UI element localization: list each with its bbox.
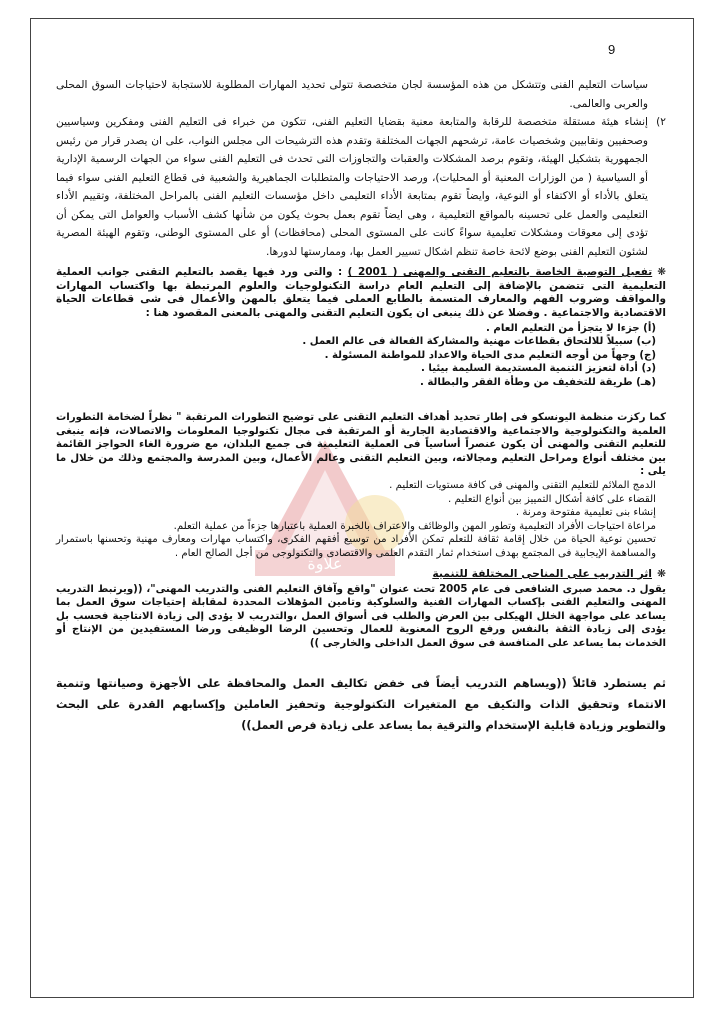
section3-title: اثر التدريب على المناحى المختلفة للتنمية [432,566,652,580]
section2-point: الدمج الملائم للتعليم التقنى والمهنى فى كافة مستويات التعليم . [389,480,656,491]
section1-title: تفعيل التوصية الخاصة بالتعليم التقنى والمهنى ( 2001 ) [347,266,653,278]
section2-intro: كما ركزت منظمة اليونسكو فى إطار تحديد أهداف التعليم التقنى على توضيح التطورات المرتقبة " نظراً لضخامة التطورات العلمية والتكنولوجية والاجتماعية والاقتصادية الجارية أو المرتقبة فى مجال تكنولوجيا المعلومات والاتصالات، فإنه ينبغى للتعليم التقنى والمهنى أن يكون عنصراً أساسياً فى العملية التعليمية فى جميع البلدان، مع ضرورة الغاء الحواجز القائمة بين مختلف أنواع ومراحل التعليم ومجالاته، وبين التعليم التقنى وعالم الأعمال، وبين المدرسة والمجتمع وذلك من خلال ما يلى : [56,412,666,478]
list-item: (ب) سبيلاً للالتحاق بقطاعات مهنية والمشاركة الفعالة فى عالم العمل . [302,336,656,348]
quote-2: ثم يستطرد قائلاً ((ويساهم التدريب أيضاً فى خفض تكاليف العمل والمحافظة على الأجهزة وصيانتها وتنمية الانتماء وتحقيق الذات والتكيف مع المتغيرات التكنولوجية وتحفيز العاملين وإكسابهم القدرة على البحث والتطوير وزيادة قابلية الإستخدام والترقية بما يساعد على زيادة فرص العمل)) [56,676,666,732]
section2-point: القضاء على كافة أشكال التمييز بين أنواع التعليم . [447,493,656,505]
section2-point: إنشاء بنى تعليمية مفتوحة ومرنة . [515,507,656,519]
paragraph-1 [56,76,666,261]
quote-1: يقول د. محمد صبرى الشافعى فى عام 2005 تحت عنوان "واقع وآفاق التعليم الفنى والتدريب المهنى"، ((ويرتبط التدريب المهنى والتعليم الفنى بإكساب المهارات الفنية والسلوكية وتامين المؤهلات المحددة لمقابلة إحتياجات سوق العمل بما يساعد على مواجهة الخلل الهيكلى بين العرض والطلب فى أسواق العمل ،والتدريب لا يؤدى إلى زيادة الانتاجية فحسب بل يؤدى إلى زيادة الثقة بالنفس ورفع الروح المعنوية للعمال وتحسين الرضا الوظيفى ورضا المستفيدين من الإنتاج أو الخدمات بما يساعد على المنافسة فى سوق العمل الداخلى والخارجى )) [56,583,666,649]
asterisk-icon: ❋ [657,266,666,278]
section2-point: مراعاة احتياجات الأفراد التعليمية وتطور المهن والوظائف والاعتراف بالخبرة العملية باعتبارها جزءاً من عملية التعلم. [173,520,656,532]
document-body [56,76,666,747]
section2 [56,411,666,561]
list-item: (أ) جزءا لا يتجزأ من التعليم العام . [486,323,656,334]
list-item: (د) أداة لتعزيز التنمية المستديمة السليمة بيئيا . [420,363,656,375]
item-2-number: ٢) [656,116,666,128]
section1-list [56,322,666,389]
list-item: (ج) وجهاً من أوجه التعليم مدى الحياة والاعداد للمواطنة المسئولة . [324,349,656,361]
item-2 [56,113,666,261]
section2-point: تحسين نوعية الحياة من خلال إقامة ثقافة للتعلم تمكن الأفراد من توسيع أفقهم الفكرى، واكتساب مهارات ومعارف مهنية وتحسنها باستمرار والمساهمة الإيجابية فى المجتمع بهدف استخدام ثمار التقدم العلمى والاقتصادى والتكنولوجى من أجل الصالح العام . [56,534,656,559]
asterisk-icon: ❋ [656,566,666,580]
section1-heading [56,266,666,320]
item1-continuation: سياسات التعليم الفنى وتتشكل من هذه المؤسسة لجان متخصصة تتولى تحديد المهارات المطلوبة للاستجابة لاحتياجات السوق المحلى والعربى والعالمى. [56,79,648,110]
section3-heading [56,567,666,580]
list-item: (هـ) طريقة للتخفيف من وطأة الفقر والبطالة . [419,376,656,388]
item-2-text: إنشاء هيئة مستقلة متخصصة للرقابة والمتابعة معنية بقضايا التعليم الفنى، تتكون من خبراء فى التعليم الفنى ومفكرين وسياسيين وصحفيين ونقابيين وشخصيات عامة، ترشحهم الجهات المختلفة وتقدم هذه الترشيحات الى مجلس النواب، على ان يصدر قرار من رئيس الجمهورية بتشكيل الهيئة، وتقوم برصد المشكلات والعقبات والتجاوزات التى تحدث فى التعليم الفنى سواء من الجهات الرسمية الإدارية أو السياسية ( من الوزارات المعنية أو المحليات)، ورصد الاحتياجات والمتطلبات الجماهيرية والشعبية فى قطاع التعليم الفنى سواء فيما يتعلق بالأداء أو الاكتفاء أو النوعية، وايضاً تقوم بمتابعة الأداء التعليمى داخل مؤسسات التعليم الفنى بالمراحل المختلفة، وتقييم الأداء التعليمى والعمل على تحسينه بالمواقع التعليمية ، وهى ايضاً تقوم بعمل بحوث يكون من شأنها كشف الأسباب والعوامل التى يمكن أن تؤدى إلى معوقات ومشكلات تعليمية سواءً كانت على المستوى المحلى (محافظات) أو على المستوى الوطنى، وتقوم الهيئة المصرية لشئون التعليم الفنى بوضع لائحة خاصة تنظم اشكال تسيير العمل بها، وممارستها لدورها. [56,116,648,258]
watermark-caption: علاوة [307,554,343,573]
page-number: 9 [608,42,616,57]
section1-intro: : والتى ورد فيها يقصد بالتعليم التقنى جوانب العملية التعليمية التى تتضمن بالإضافة إلى التعليم العام دراسة التكنولوجيات والعلوم المرتبطة بها واكتساب المهارات والمواقف وضروب الفهم والمعارف المتسمة بالطابع العملى فيما يتعلق بالمهن والأعمال فى شى قطاعات الحياة الاقتصادية والاجتماعية . وفضلا عن ذلك ينبغى ان يكون التعليم التقنى والمهنى بالمعنى المقصود هنا : [56,266,666,319]
